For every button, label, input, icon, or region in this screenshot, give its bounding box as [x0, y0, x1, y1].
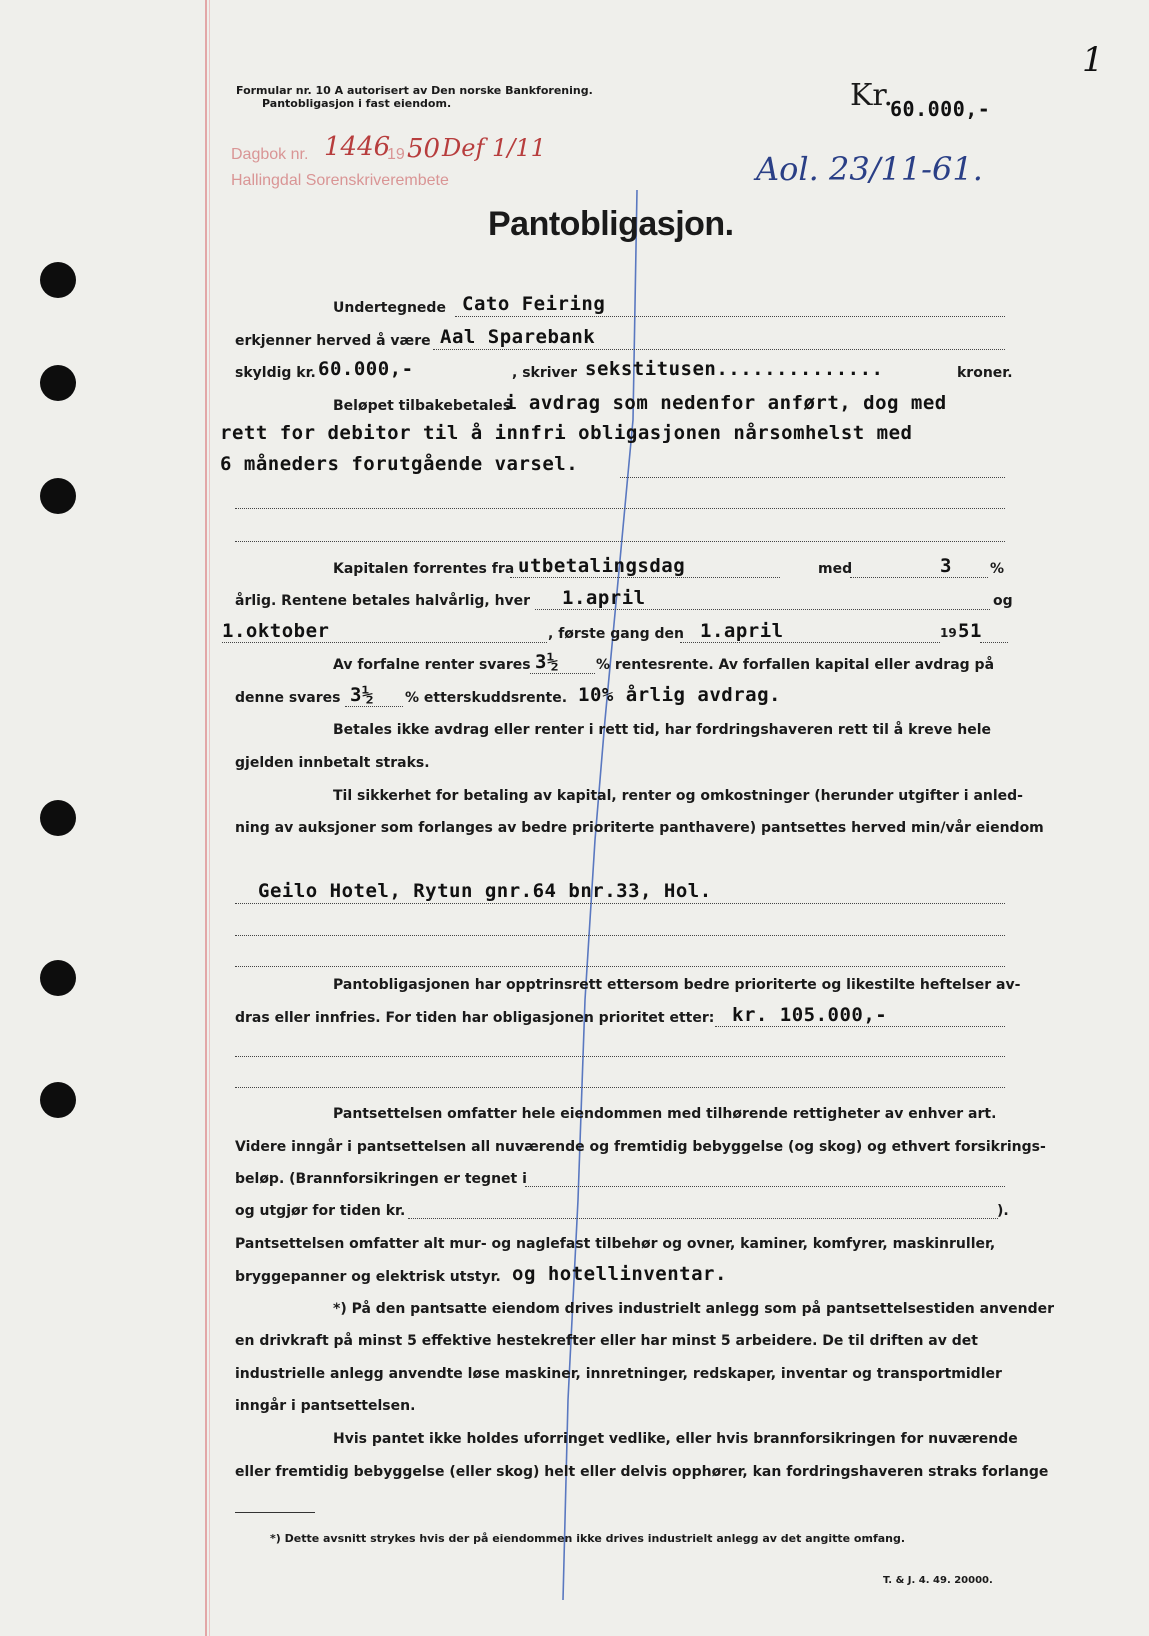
kroner-label: kroner. [957, 365, 1013, 381]
tilbehor-line-1: Pantsettelsen omfatter alt mur- og naglefast tilbehør og ovner, kaminer, komfyrer, maskinruller, [235, 1236, 996, 1252]
first-payment-date: 1.april [700, 620, 784, 642]
insurer-line [525, 1186, 1005, 1187]
industri-line-2: en drivkraft på minst 5 effektive hestekrefter eller har minst 5 arbeidere. De til driften av det [235, 1333, 978, 1349]
footnote: *) Dette avsnitt strykes hvis der på eiendommen ikke drives industrielt anlegg av det angitte omfang. [270, 1532, 906, 1545]
interest-from-line [510, 577, 780, 578]
percent-sign: % [990, 561, 1005, 577]
industri-line-4: inngår i pantsettelsen. [235, 1398, 416, 1414]
blank-line [235, 1056, 1005, 1057]
rentesrente-rate: 3½ [535, 651, 559, 673]
skriver-label: , skriver [512, 365, 578, 381]
year-suffix: 51 [958, 620, 982, 642]
rentesrente-label: % rentesrente. Av forfallen kapital eller avdrag på [596, 657, 995, 673]
amount-prefix: Kr. [850, 78, 893, 113]
repayment-line-fill [620, 477, 1005, 478]
stamp-date-note: Def 1/11 [442, 134, 546, 162]
interest-rate: 3 [940, 555, 952, 577]
second-due-line [222, 642, 547, 643]
document-title: Pantobligasjon. [488, 205, 734, 243]
first-payment-line [680, 642, 940, 643]
second-due-date: 1.oktober [222, 620, 330, 642]
sikkerhet-line-1: Til sikkerhet for betaling av kapital, renter og omkostninger (herunder utgifter i anled- [333, 788, 1023, 804]
repayment-line-2: rett for debitor til å innfri obligasjonen nårsomhelst med [220, 422, 913, 444]
omfatter-line-1: Pantsettelsen omfatter hele eiendommen med tilhørende rettigheter av enhver art. [333, 1106, 997, 1122]
stamp-dagbok-number: 1446 [324, 132, 391, 162]
arlig-label: årlig. Rentene betales halvårlig, hver [235, 593, 531, 609]
betales-line-1: Betales ikke avdrag eller renter i rett tid, har fordringshaveren rett til å kreve hele [333, 722, 992, 738]
footnote-rule [235, 1512, 315, 1513]
creditor-line [433, 349, 1005, 350]
handwritten-annotation: Aol. 23/11-61. [756, 150, 983, 188]
blank-line [235, 541, 1005, 542]
etterskudd-label: % etterskuddsrente. [405, 690, 568, 706]
stamp-office: Hallingdal Sorenskriverembete [231, 172, 449, 189]
vedlike-line-1: Hvis pantet ikke holdes uforringet vedlike, eller hvis brannforsikringen for nuværende [333, 1431, 1018, 1447]
year-line [980, 642, 1008, 643]
skyldig-label: skyldig kr. [235, 365, 316, 381]
forfalne-label: Av forfalne renter svares [333, 657, 531, 673]
interest-from: utbetalingsdag [518, 555, 686, 577]
blank-line [235, 966, 1005, 967]
og-label: og [993, 593, 1013, 609]
belopet-label: Beløpet tilbakebetales [333, 398, 512, 414]
denne-label: denne svares [235, 690, 341, 706]
property-description: Geilo Hotel, Rytun gnr.64 bnr.33, Hol. [258, 880, 712, 902]
property-line [235, 903, 1005, 904]
etterskudd-line [345, 706, 403, 707]
omfatter-line-2: Videre inngår i pantsettelsen all nuværende og fremtidig bebyggelse (og skog) og ethvert forsikrings- [235, 1139, 1046, 1155]
kapitalen-label: Kapitalen forrentes fra [333, 561, 515, 577]
vedlike-line-2: eller fremtidig bebyggelse (eller skog) helt eller delvis opphører, kan fordringshaveren straks forlange [235, 1464, 1049, 1480]
erkjenner-label: erkjenner herved å være [235, 333, 431, 349]
repayment-line-1: i avdrag som nedenfor anført, dog med [505, 392, 947, 414]
betales-line-2: gjelden innbetalt straks. [235, 755, 430, 771]
forste-label: , første gang den [548, 626, 685, 642]
header-amount: 60.000,- [890, 97, 991, 121]
printer-mark: T. & J. 4. 49. 20000. [883, 1575, 993, 1586]
tilbehor-line-2: bryggepanner og elektrisk utstyr. [235, 1269, 501, 1285]
med-label: med [818, 561, 853, 577]
blank-line [235, 935, 1005, 936]
tilbehor-addition: og hotellinventar. [512, 1263, 727, 1285]
page-mark: 1 [1082, 40, 1104, 80]
creditor-name: Aal Sparebank [440, 326, 596, 348]
blank-line [235, 508, 1005, 509]
omfatter-line-3: beløp. (Brannforsikringen er tegnet i [235, 1171, 527, 1187]
industri-line-1: *) På den pantsatte eiendom drives industrielt anlegg som på pantsettelsestiden anvender [333, 1301, 1055, 1317]
avdrag-note: 10% årlig avdrag. [578, 684, 781, 706]
year-prefix: 19 [940, 626, 957, 640]
priority-amount: kr. 105.000,- [732, 1004, 888, 1026]
omfatter-close: ). [997, 1203, 1009, 1219]
amount-digits: 60.000,- [318, 358, 414, 380]
priority-line [715, 1026, 1005, 1027]
stamp-year-suffix: 50 [407, 134, 441, 164]
debtor-line [455, 316, 1005, 317]
sikkerhet-line-2: ning av auksjoner som forlanges av bedre prioriterte panthavere) pantsettes herved min/vår eiendom [235, 820, 1044, 836]
etterskudd-rate: 3½ [350, 684, 374, 706]
undertegnede-label: Undertegnede [333, 300, 446, 316]
rentesrente-line [530, 673, 595, 674]
first-due-line [535, 609, 990, 610]
blank-line [235, 1087, 1005, 1088]
industri-line-3: industrielle anlegg anvendte løse maskiner, innretninger, redskaper, inventar og transportmidler [235, 1366, 1002, 1382]
amount-words: sekstitusen.............. [585, 358, 884, 380]
omfatter-line-4: og utgjør for tiden kr. [235, 1203, 406, 1219]
stamp-dagbok-label: Dagbok nr. [231, 146, 309, 163]
debtor-name: Cato Feiring [462, 293, 606, 315]
interest-rate-line [850, 577, 988, 578]
opptrinn-line-2: dras eller innfries. For tiden har obligasjonen prioritet etter: [235, 1010, 715, 1026]
stamp-year-prefix: 19 [387, 146, 405, 163]
opptrinn-line-1: Pantobligasjonen har opptrinsrett ettersom bedre prioriterte og likestilte heftelser av- [333, 977, 1021, 993]
first-due-date: 1.april [562, 587, 646, 609]
repayment-line-3: 6 måneders forutgående varsel. [220, 453, 579, 475]
insured-amount-line [408, 1218, 998, 1219]
form-number-line: Formular nr. 10 A autorisert av Den norske Bankforening. [236, 84, 593, 97]
form-type-line: Pantobligasjon i fast eiendom. [262, 97, 452, 110]
